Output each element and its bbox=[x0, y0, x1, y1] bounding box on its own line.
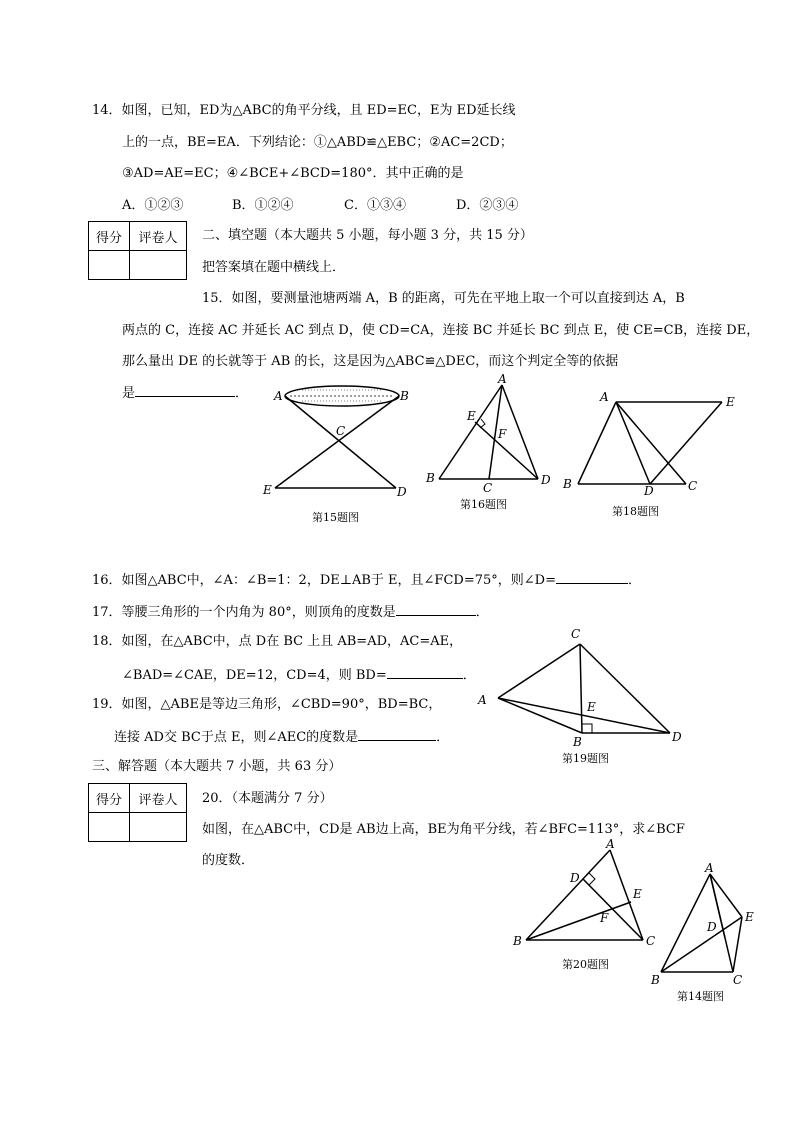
score-table-2 bbox=[88, 783, 187, 842]
q15-answer-blank[interactable] bbox=[135, 384, 235, 397]
fig20-label-c: C bbox=[646, 934, 656, 948]
fig16-label-a: A bbox=[498, 372, 507, 386]
q19-line2 bbox=[114, 728, 449, 746]
figure-14 bbox=[645, 860, 765, 1010]
score-input-cell[interactable] bbox=[89, 813, 130, 842]
fig15-label-b: B bbox=[400, 389, 409, 403]
q18-period: ． bbox=[462, 668, 476, 683]
q19-text: 连接 AD交 BC于点 E，则∠AEC的度数是 bbox=[114, 730, 359, 745]
fig18-label-d: D bbox=[644, 484, 654, 498]
fig19-label-d: D bbox=[672, 730, 682, 744]
q15-line4 bbox=[122, 384, 248, 402]
fig19-caption: 第19题图 bbox=[562, 752, 609, 765]
grader-label: 评卷人 bbox=[130, 784, 187, 813]
q18-line2 bbox=[122, 666, 476, 684]
section3-title: 三、解答题（本大题共 7 小题，共 63 分） bbox=[92, 759, 342, 774]
fig14-label-d: D bbox=[707, 920, 717, 934]
fig16-label-f: F bbox=[498, 427, 507, 441]
q15-line4-text: 是 bbox=[122, 386, 136, 401]
fig16-label-b: B bbox=[426, 471, 435, 485]
figure-16 bbox=[425, 372, 555, 517]
fig16-caption: 第16题图 bbox=[460, 498, 507, 511]
q14-option-d: D．②③④ bbox=[456, 198, 519, 213]
q18-line1: 18．如图，在△ABC中，点 D在 BC 上且 AB=AD，AC=AE， bbox=[92, 634, 463, 649]
score-table-1 bbox=[88, 221, 187, 280]
q17-line bbox=[92, 603, 489, 621]
figure-18 bbox=[560, 390, 750, 525]
q19-period: ． bbox=[436, 730, 450, 745]
q14-option-b: B．①②④ bbox=[232, 198, 294, 213]
q17-text: 17．等腰三角形的一个内角为 80°，则顶角的度数是 bbox=[92, 605, 396, 620]
q20-line1: 如图，在△ABC中，CD是 AB边上高，BE为角平分线，若∠BFC=113°，求∠BCF bbox=[202, 822, 685, 837]
fig18-label-a: A bbox=[600, 390, 609, 404]
fig14-caption: 第14题图 bbox=[677, 990, 724, 1003]
fig15-label-c: C bbox=[336, 424, 346, 438]
q16-line bbox=[92, 571, 641, 589]
figure-19 bbox=[474, 622, 694, 772]
q19-answer-blank[interactable] bbox=[358, 728, 436, 741]
section2-title: 二、填空题（本大题共 5 小题，每小题 3 分，共 15 分） bbox=[202, 228, 533, 243]
fig20-label-d: D bbox=[570, 871, 580, 885]
q18-answer-blank[interactable] bbox=[387, 666, 463, 679]
fig18-label-b: B bbox=[563, 477, 572, 491]
q19-line1: 19．如图，△ABE是等边三角形，∠CBD=90°，BD=BC， bbox=[92, 697, 442, 712]
fig15-label-a: A bbox=[274, 389, 283, 403]
fig20-label-f: F bbox=[600, 911, 609, 925]
q16-answer-blank[interactable] bbox=[556, 571, 628, 584]
fig15-label-d: D bbox=[397, 485, 407, 499]
q20-line2: 的度数． bbox=[202, 853, 255, 868]
fig19-label-b: B bbox=[573, 735, 582, 749]
fig20-caption: 第20题图 bbox=[562, 958, 609, 971]
q15-line1: 15．如图，要测量池塘两端 A，B 的距离，可先在平地上取一个可以直接到达 A，B bbox=[202, 291, 685, 306]
grader-input-cell[interactable] bbox=[130, 251, 187, 280]
q17-answer-blank[interactable] bbox=[396, 603, 476, 616]
q14-option-a: A．①②③ bbox=[122, 198, 184, 213]
fig18-label-e: E bbox=[726, 395, 735, 409]
figure-15 bbox=[262, 378, 422, 528]
fig14-label-b: B bbox=[651, 973, 660, 987]
grader-input-cell[interactable] bbox=[130, 813, 187, 842]
q16-text: 16．如图△ABC中，∠A：∠B=1：2，DE⊥AB于 E，且∠FCD=75°，则∠D= bbox=[92, 573, 556, 588]
fig19-label-a: A bbox=[478, 693, 487, 707]
q16-period: ． bbox=[627, 573, 641, 588]
q14-option-c: C．①③④ bbox=[344, 198, 406, 213]
q18-text: ∠BAD=∠CAE，DE=12，CD=4，则 BD= bbox=[122, 668, 387, 683]
q14-line1: 14．如图，已知，ED为△ABC的角平分线，且 ED=EC，E为 ED延长线 bbox=[92, 103, 516, 118]
fig14-label-e: E bbox=[745, 910, 754, 924]
score-label: 得分 bbox=[89, 784, 130, 813]
q15-period: ． bbox=[235, 386, 249, 401]
score-input-cell[interactable] bbox=[89, 251, 130, 280]
score-label: 得分 bbox=[89, 222, 130, 251]
q14-line2: 上的一点，BE=EA．下列结论：①△ABD≌△EBC；②AC=2CD； bbox=[122, 135, 513, 150]
fig19-label-c: C bbox=[571, 627, 581, 641]
section2-instruction: 把答案填在题中横线上． bbox=[202, 260, 346, 275]
fig19-label-e: E bbox=[587, 700, 596, 714]
fig15-caption: 第15题图 bbox=[312, 511, 359, 524]
q20-header: 20．（本题满分 7 分） bbox=[202, 791, 333, 806]
fig15-label-e: E bbox=[263, 483, 272, 497]
fig18-caption: 第18题图 bbox=[612, 505, 659, 518]
fig20-label-a: A bbox=[606, 837, 615, 851]
fig18-label-c: C bbox=[688, 479, 698, 493]
q15-line2: 两点的 C，连接 AC 并延长 AC 到点 D，使 CD=CA，连接 BC 并延长 BC 到点 E，使 CE=CB，连接 DE， bbox=[122, 323, 760, 338]
fig14-label-c: C bbox=[733, 973, 743, 987]
fig14-label-a: A bbox=[705, 861, 714, 875]
fig20-label-e: E bbox=[633, 887, 642, 901]
fig16-label-d: D bbox=[541, 473, 551, 487]
fig16-label-e: E bbox=[467, 409, 476, 423]
q17-period: ． bbox=[475, 605, 489, 620]
fig20-label-b: B bbox=[513, 934, 522, 948]
q15-line3: 那么量出 DE 的长就等于 AB 的长，这是因为△ABC≌△DEC，而这个判定全等的依据 bbox=[122, 354, 619, 369]
grader-label: 评卷人 bbox=[130, 222, 187, 251]
q14-line3: ③AD=AE=EC；④∠BCE+∠BCD=180°．其中正确的是 bbox=[122, 166, 464, 181]
figure-20 bbox=[510, 838, 660, 978]
fig16-label-c: C bbox=[483, 481, 493, 495]
